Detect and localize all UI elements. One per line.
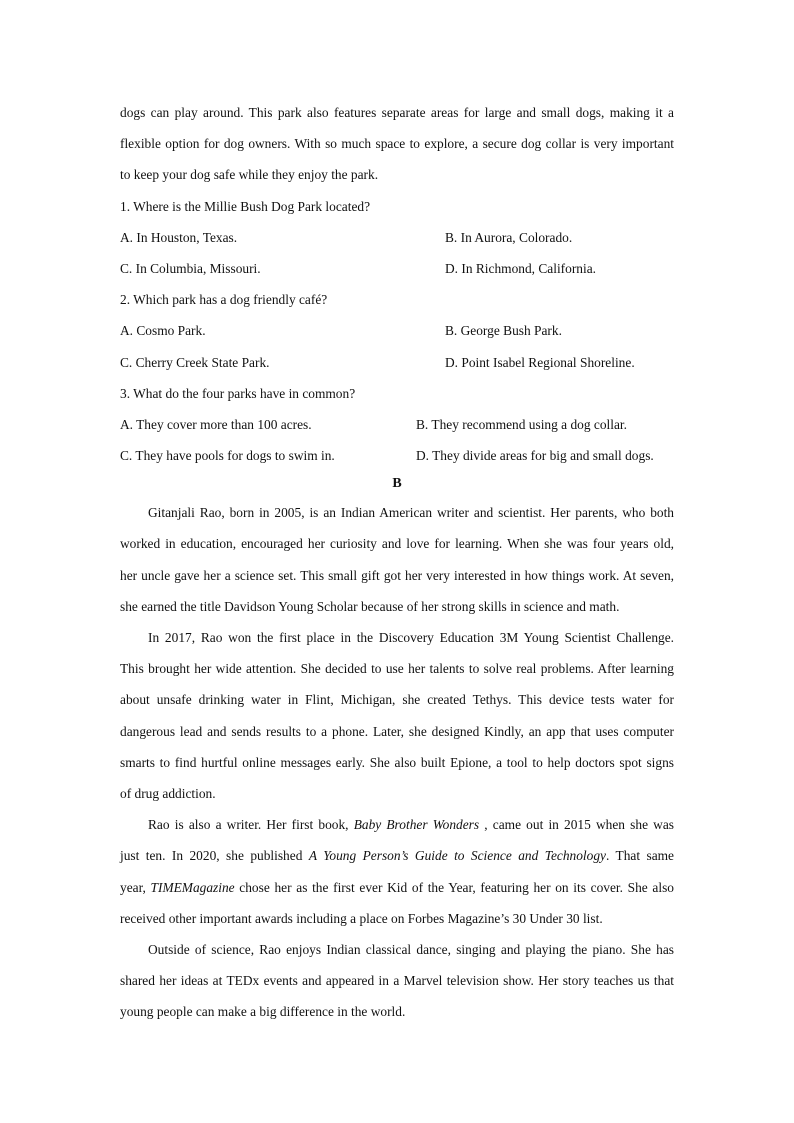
text-line: Outside of science, Rao enjoys Indian classical dance, singing and playing the piano. She has [148,941,674,957]
paragraph-4 [120,934,674,1028]
option-b: B. In Aurora, Colorado. [445,229,573,245]
book-title: A Young Person’s Guide to Science and Technology [308,848,606,864]
option-row [120,347,674,378]
option-row [120,315,674,346]
text-line: to keep your dog safe while they enjoy the park. [120,167,379,183]
option-row [120,222,674,253]
text-line [120,809,674,840]
text-line: In 2017, Rao won the first place in the Discovery Education 3M Young Scientist Challenge. [148,630,674,645]
text-line [120,840,674,871]
document-page [120,97,674,1027]
text-line: dangerous lead and sends results to a phone. Later, she designed Kindly, an app that uses computer [120,723,674,739]
text-line: flexible option for dog owners. With so much space to explore, a secure dog collar is very important [120,136,674,152]
question-2 [120,284,674,378]
text-line: her uncle gave her a science set. This small gift got her very interested in how things work. At seven, [120,567,674,583]
option-row [120,253,674,284]
text-line: received other important awards including a place on Forbes Magazine’s 30 Under 30 list. [120,910,603,926]
question-3 [120,378,674,472]
paragraph-1 [120,497,674,622]
option-b: B. George Bush Park. [445,323,562,339]
question-1 [120,191,674,285]
option-row [120,440,674,471]
text-line: dogs can play around. This park also features separate areas for large and small dogs, making it a [120,105,674,120]
option-a: A. They cover more than 100 acres. [120,416,312,432]
magazine-title: TIMEMagazine [150,879,235,895]
text-run: chose her as the first ever Kid of the Year, featuring her on its cover. She also [234,879,675,895]
option-a: A. In Houston, Texas. [120,229,238,245]
text-line [120,872,674,903]
question-stem: 3. What do the four parks have in common? [120,385,356,401]
option-d: D. In Richmond, California. [445,260,596,276]
text-run: just ten. In 2020, she published [120,848,309,864]
text-line: This brought her wide attention. She decided to use her talents to solve real problems. After learning [120,661,674,677]
option-b: B. They recommend using a dog collar. [416,416,627,432]
question-stem: 2. Which park has a dog friendly café? [120,292,328,308]
option-c: C. In Columbia, Missouri. [120,260,261,276]
option-c: C. Cherry Creek State Park. [120,354,270,370]
text-line: young people can make a big difference in the world. [120,1004,406,1020]
option-row [120,409,674,440]
text-run: Rao is also a writer. Her first book, [148,817,354,833]
text-line: Gitanjali Rao, born in 2005, is an Indian American writer and scientist. Her parents, who both [148,505,674,521]
text-line: worked in education, encouraged her curiosity and love for learning. When she was four years old, [120,536,674,552]
text-run: , came out in 2015 when she was [479,817,674,833]
text-line: shared her ideas at TEDx events and appeared in a Marvel television show. Her story teaches us that [120,973,674,989]
text-run: . That same [605,848,674,864]
option-a: A. Cosmo Park. [120,323,206,339]
option-d: D. Point Isabel Regional Shoreline. [445,354,635,370]
text-line: she earned the title Davidson Young Scholar because of her strong skills in science and math. [120,598,620,614]
option-c: C. They have pools for dogs to swim in. [120,448,335,464]
question-stem: 1. Where is the Millie Bush Dog Park located? [120,198,371,214]
section-b-heading: B [392,476,402,492]
book-title: Baby Brother Wonders [353,817,480,833]
option-d: D. They divide areas for big and small dogs. [416,448,654,464]
passage-a-tail [120,97,674,191]
text-line: of drug addiction. [120,785,216,801]
text-line: about unsafe drinking water in Flint, Michigan, she created Tethys. This device tests water for [120,692,674,708]
text-line: smarts to find hurtful online messages early. She also built Epione, a tool to help doctors spot signs [120,754,674,770]
text-run: year, [120,879,151,895]
paragraph-2 [120,622,674,809]
paragraph-3 [120,809,674,934]
